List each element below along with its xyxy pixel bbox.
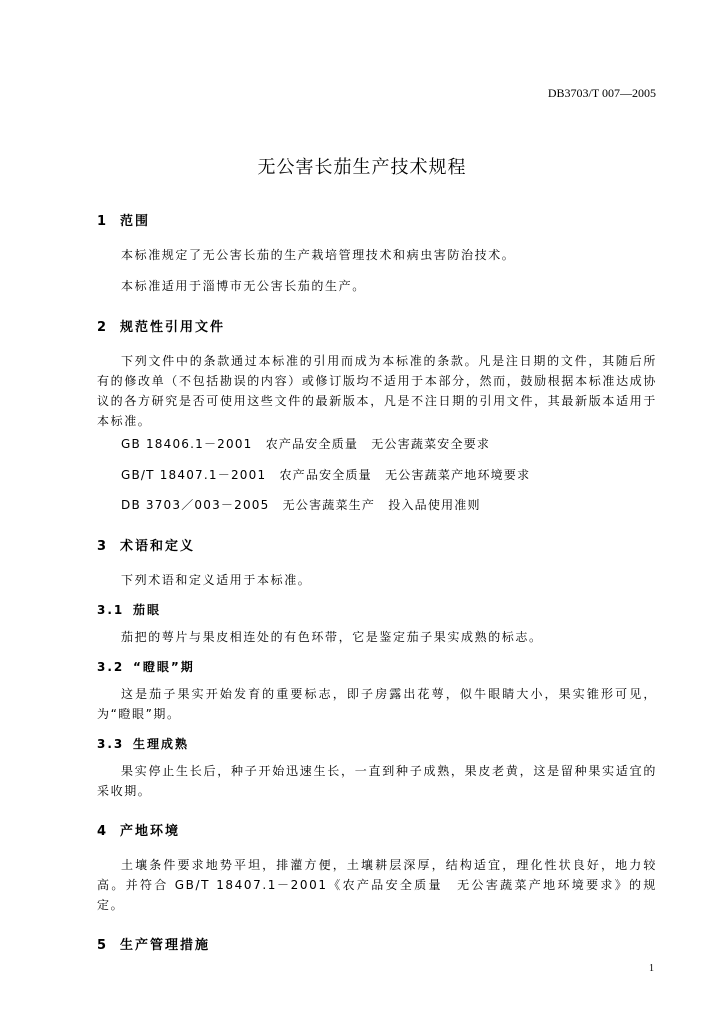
section-title: 范围 xyxy=(120,214,151,229)
section-2-heading xyxy=(97,316,225,335)
subsection-number: 3.1 xyxy=(97,603,125,617)
section-3-heading xyxy=(97,535,195,554)
section-number: 2 xyxy=(97,320,109,335)
subsection-title: “瞪眼”期 xyxy=(133,660,195,674)
subsection-number: 3.3 xyxy=(97,737,125,751)
reference-item: GB 18406.1－2001 农产品安全质量 无公害蔬菜安全要求 xyxy=(121,437,491,451)
section-3-paragraph-1: 下列术语和定义适用于本标准。 xyxy=(121,573,312,587)
section-1-heading xyxy=(97,210,150,229)
section-5-heading xyxy=(97,934,210,953)
section-number: 5 xyxy=(97,938,109,953)
section-4-paragraph-1: 土壤条件要求地势平坦，排灌方便，土壤耕层深厚，结构适宜，理化性状良好，地力较高。并符合 GB/T 18407.1－2001《农产品安全质量 无公害蔬菜产地环境要求》的规定。 xyxy=(97,858,657,912)
section-number: 4 xyxy=(97,824,109,839)
reference-item: DB 3703／003－2005 无公害蔬菜生产 投入品使用准则 xyxy=(121,498,481,512)
section-4-heading xyxy=(97,820,180,839)
subsection-title: 生理成熟 xyxy=(133,737,190,751)
subsection-number: 3.2 xyxy=(97,660,125,674)
section-title: 术语和定义 xyxy=(120,539,196,554)
section-1-paragraph-1: 本标准规定了无公害长茄的生产栽培管理技术和病虫害防治技术。 xyxy=(121,248,516,262)
subsection-title: 茄眼 xyxy=(133,603,162,617)
section-title: 生产管理措施 xyxy=(120,938,211,953)
section-title: 规范性引用文件 xyxy=(120,320,226,335)
section-number: 3 xyxy=(97,539,109,554)
section-number: 1 xyxy=(97,214,109,229)
section-title: 产地环境 xyxy=(120,824,181,839)
section-1-paragraph-2: 本标准适用于淄博市无公害长茄的生产。 xyxy=(121,279,366,293)
subsection-3-2-heading xyxy=(97,658,195,675)
subsection-3-3-paragraph: 果实停止生长后，种子开始迅速生长，一直到种子成熟，果皮老黄，这是留种果实适宜的采收期。 xyxy=(97,764,657,798)
document-title: 无公害长茄生产技术规程 xyxy=(257,157,467,178)
section-2-paragraph-1: 下列文件中的条款通过本标准的引用而成为本标准的条款。凡是注日期的文件，其随后所有的修改单（不包括勘误的内容）或修订版均不适用于本部分，然而，鼓励根据本标准达成协议的各方研究是否可使用这些文件的最新版本，凡是不注日期的引用文件，其最新版本适用于本标准。 xyxy=(97,354,657,428)
subsection-3-1-heading xyxy=(97,601,161,618)
reference-item: GB/T 18407.1－2001 农产品安全质量 无公害蔬菜产地环境要求 xyxy=(121,468,531,482)
subsection-3-2-paragraph: 这是茄子果实开始发育的重要标志，即子房露出花萼，似牛眼睛大小，果实锥形可见，为“瞪眼”期。 xyxy=(97,687,657,721)
document-number: DB3703/T 007—2005 xyxy=(547,86,656,100)
page-number: 1 xyxy=(649,963,654,974)
subsection-3-1-paragraph: 茄把的萼片与果皮相连处的有色环带，它是鉴定茄子果实成熟的标志。 xyxy=(121,630,543,644)
subsection-3-3-heading xyxy=(97,735,189,752)
